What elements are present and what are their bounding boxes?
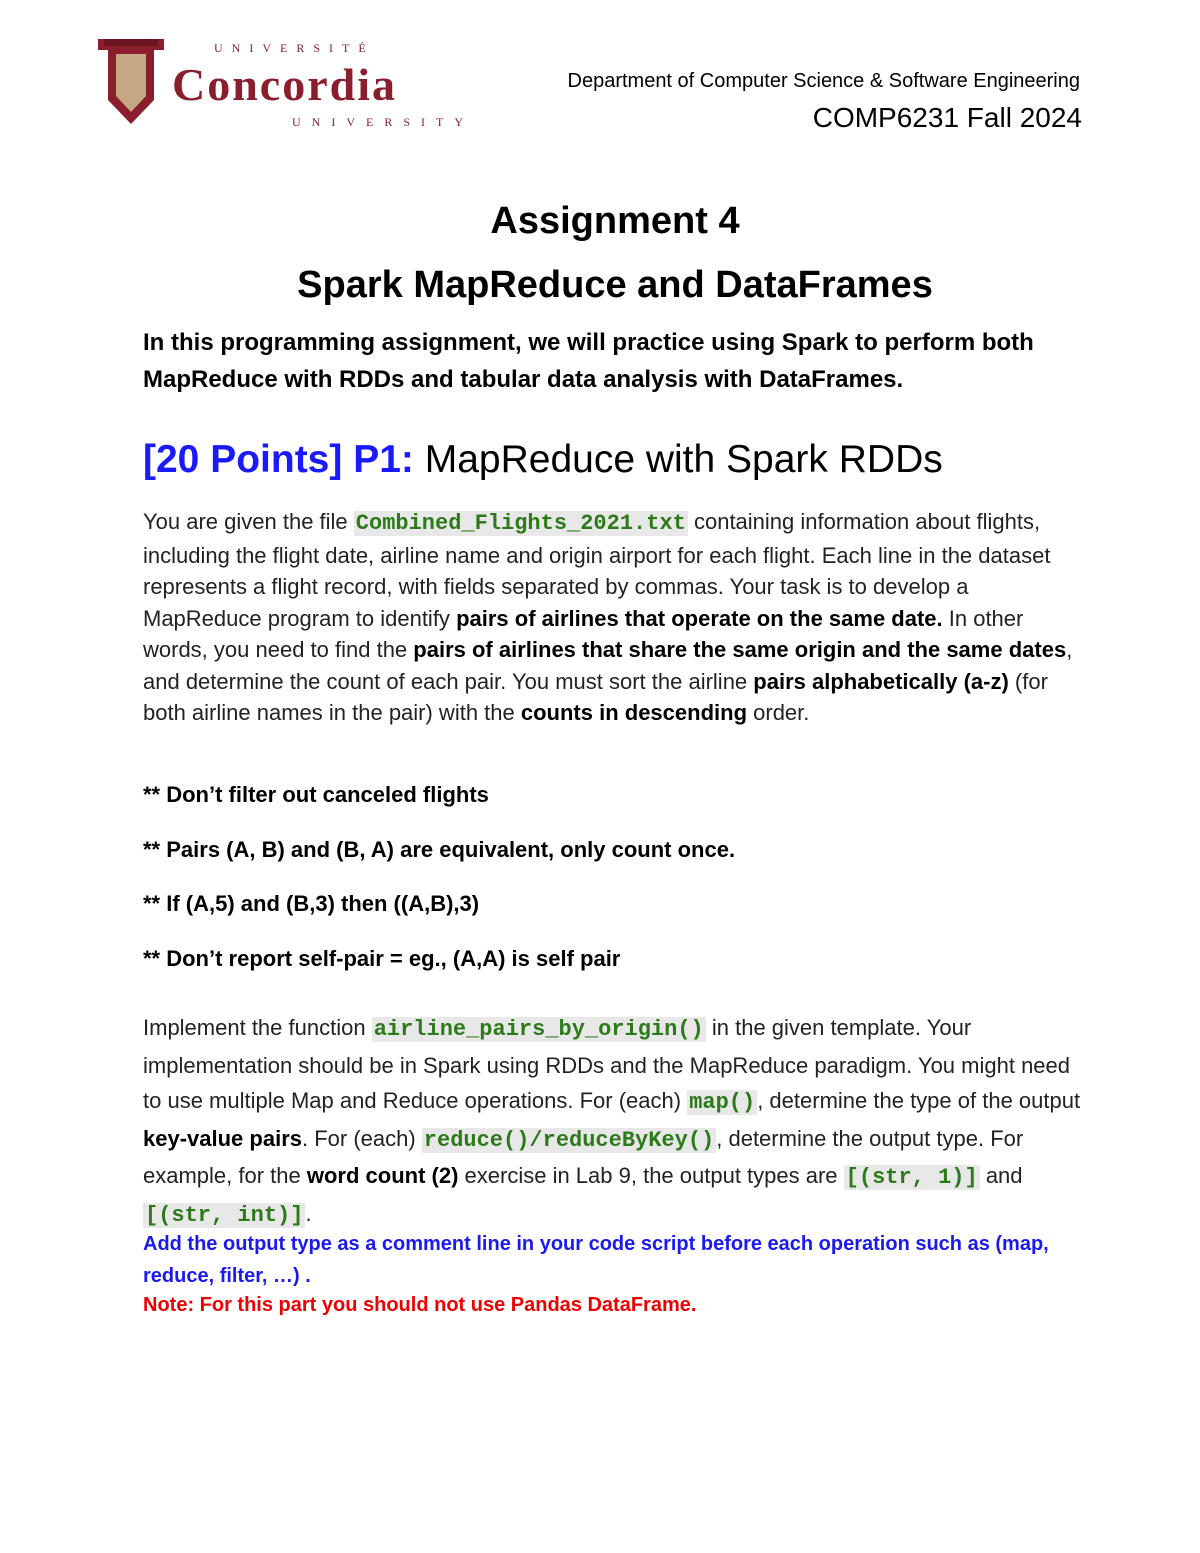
function-code: airline_pairs_by_origin(): [373, 1017, 704, 1042]
filename-code: Combined_Flights_2021.txt: [355, 511, 686, 536]
text-span: , determine the output type. For example, for the: [143, 1125, 1024, 1188]
text-span: exercise in Lab 9, the output types are: [458, 1163, 844, 1188]
text-span: .: [305, 1200, 312, 1226]
concordia-logo: [96, 36, 466, 136]
concordia-shield-icon: [96, 36, 466, 136]
bold-text: pairs of airlines that share the same origin and the same dates: [413, 637, 1067, 662]
logo-main-text: Concordia: [172, 59, 397, 110]
note-item: ** If (A,5) and (B,3) then ((A,B),3): [143, 891, 480, 916]
text-span: order.: [747, 700, 810, 725]
logo-bottom-text: UNIVERSITY: [292, 115, 466, 129]
pandas-note: Note: For this part you should not use Pandas DataFrame.: [143, 1294, 697, 1316]
assignment-title: Assignment 4: [490, 200, 740, 242]
comment-instruction: Add the output type as a comment line in your code script before each operation such as (map, reduce, filter, …) .: [143, 1233, 1049, 1287]
reduce-code: reduce()/reduceByKey(): [423, 1127, 715, 1153]
bold-text: key-value pairs: [143, 1125, 302, 1151]
bold-text: pairs of airlines that operate on the same date.: [456, 605, 943, 631]
course-code: COMP6231 Fall 2024: [812, 102, 1082, 133]
text-span: and: [979, 1163, 1023, 1188]
section-name: MapReduce with Spark RDDs: [413, 438, 943, 481]
text-span: in the given template. Your implementation should be in Spark using RDDs and the MapReduce paradigm. You might need to use multiple Map and Reduce operations. For (each): [143, 1015, 1071, 1113]
logo-top-text: UNIVERSITÉ: [214, 41, 375, 55]
note-item: ** Don’t filter out canceled flights: [143, 782, 489, 807]
text-span: Implement the function: [143, 1015, 372, 1040]
map-code: map(): [689, 1090, 756, 1115]
type-code: [(str, int)]: [145, 1202, 304, 1228]
bold-text: pairs alphabetically (a-z): [753, 668, 1009, 694]
section-heading: [143, 438, 943, 482]
bold-text: counts in descending: [520, 700, 748, 725]
department-name: Department of Computer Science & Software Engineering: [567, 70, 1080, 92]
text-span: (for both airline names in the pair) with the: [143, 668, 1048, 725]
text-span: You are given the file: [143, 509, 354, 534]
bold-text: word count (2): [306, 1163, 459, 1188]
text-span: containing information about flights, including the flight date, airline name and origin airport for each flight. Each line in the dataset represents a flight record, with fields separated by commas. Your task is to develop a MapReduce program to identify: [143, 509, 1051, 631]
note-item: ** Pairs (A, B) and (B, A) are equivalent, only count once.: [143, 837, 736, 862]
text-span: . For (each): [301, 1125, 422, 1151]
note-item: ** Don’t report self-pair = eg., (A,A) is self pair: [143, 946, 621, 971]
task-description: [143, 506, 1078, 729]
assignment-subtitle: Spark MapReduce and DataFrames: [297, 264, 933, 306]
intro-text: In this programming assignment, we will practice using Spark to perform both MapReduce with RDDs and tabular data analysis with DataFrames.: [143, 329, 1034, 393]
text-span: , and determine the count of each pair. You must sort the airline: [143, 637, 1073, 694]
text-span: , determine the type of the output: [757, 1088, 1081, 1113]
section-points: [20 Points] P1:: [143, 438, 414, 481]
type-code: [(str, 1)]: [845, 1165, 978, 1190]
text-span: In other words, you need to find the: [143, 605, 1024, 662]
implementation-instructions: [143, 1010, 1088, 1233]
